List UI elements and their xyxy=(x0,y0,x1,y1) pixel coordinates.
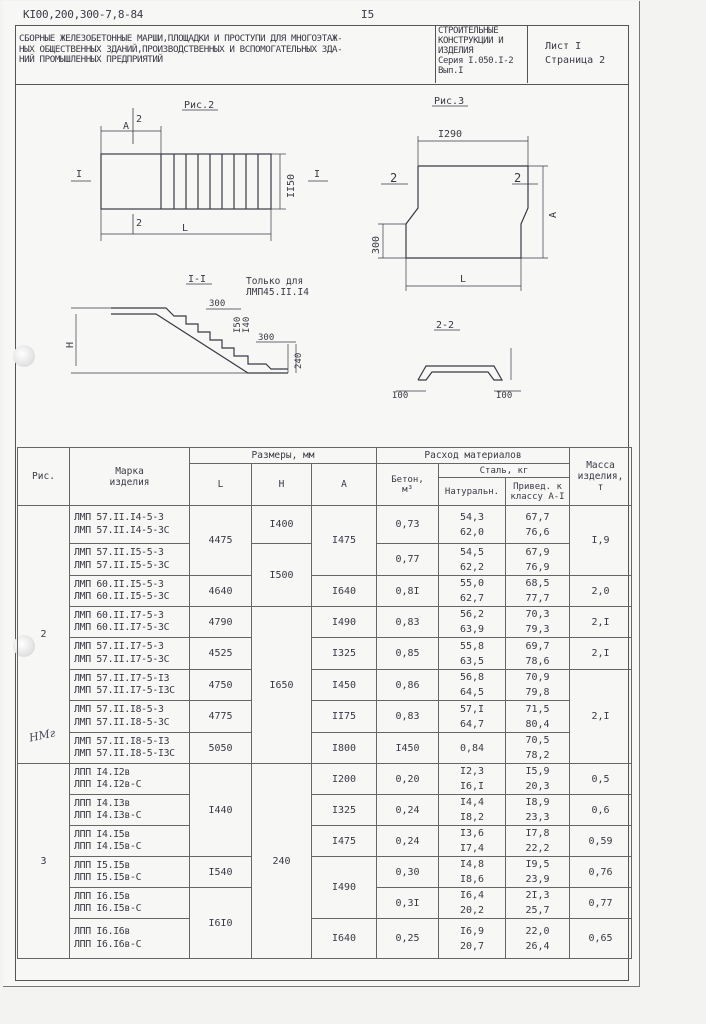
a-cell: I325 xyxy=(312,795,377,826)
mark-cell: ЛМП 57.II.I8-5-3 ЛМП 57.II.I8-5-3С xyxy=(70,701,190,733)
mark-cell: ЛПП I4.I2в ЛПП I4.I2в-С xyxy=(70,764,190,795)
mark-cell: ЛПП I4.I5в ЛПП I4.I5в-С xyxy=(70,826,190,857)
steel-natural-cell: 55,0 62,7 xyxy=(439,576,506,607)
h-cell: I800 xyxy=(312,733,377,764)
steel-reduced-cell: 67,9 76,9 xyxy=(506,544,570,576)
mark-cell: ЛПП I5.I5в ЛПП I5.I5в-С xyxy=(70,857,190,888)
mass-cell: 2,I xyxy=(570,670,632,764)
section-2-2-title: 2-2 xyxy=(436,320,455,331)
concrete-cell: 0,30 xyxy=(377,857,439,888)
table-row xyxy=(18,733,632,764)
l-cell: I6I0 xyxy=(190,888,252,959)
mark-cell: ЛМП 57.II.I7-5-I3 ЛМП 57.II.I7-5-I3С xyxy=(70,670,190,701)
col-header-fig: Рис. xyxy=(18,448,70,506)
concrete-cell: 0,84 xyxy=(439,733,506,764)
l-cell: I440 xyxy=(190,764,252,857)
steel-reduced-cell: 70,9 79,8 xyxy=(506,670,570,701)
a-cell: I640 xyxy=(312,576,377,607)
a-cell: I490 xyxy=(312,607,377,638)
steel-natural-cell: I4,8 I8,6 xyxy=(439,857,506,888)
a-cell: I475 xyxy=(312,826,377,857)
a-cell: I200 xyxy=(312,764,377,795)
col-header-mark: Марка изделия xyxy=(70,448,190,506)
steel-reduced-cell: 69,7 78,6 xyxy=(506,638,570,670)
a-cell: I450 xyxy=(312,670,377,701)
title-block-series: СТРОИТЕЛЬНЫЕ КОНСТРУКЦИИ И ИЗДЕЛИЯ Серия I.050.I-2 Вып.I xyxy=(438,26,514,76)
a-cell: I640 xyxy=(312,919,377,959)
steel-reduced-cell: I8,9 23,3 xyxy=(506,795,570,826)
mass-cell: 0,65 xyxy=(570,919,632,959)
table-row xyxy=(18,857,632,888)
fig-cell: 3 xyxy=(18,764,70,959)
a-cell: I475 xyxy=(312,506,377,576)
steel-reduced-cell: 68,5 77,7 xyxy=(506,576,570,607)
l-cell: 4475 xyxy=(190,506,252,576)
steel-reduced-cell: 22,0 26,4 xyxy=(506,919,570,959)
steel-natural-cell: 55,8 63,5 xyxy=(439,638,506,670)
concrete-cell: 0,3I xyxy=(377,888,439,919)
table-row xyxy=(18,826,632,857)
table-row xyxy=(18,764,632,795)
dim-a-label: A xyxy=(123,121,130,132)
section-mark-2-top: 2 xyxy=(136,114,143,125)
title-block-sheet: Лист I Страница 2 xyxy=(545,41,606,66)
concrete-cell: 0,83 xyxy=(377,607,439,638)
mark-cell: ЛПП I6.I5в ЛПП I6.I5в-С xyxy=(70,888,190,919)
steel-natural-cell: I6,4 20,2 xyxy=(439,888,506,919)
steel-reduced-cell: 71,5 80,4 xyxy=(506,701,570,733)
col-header-l: L xyxy=(190,464,252,506)
mass-cell: 0,6 xyxy=(570,795,632,826)
steel-natural-cell: I4,4 I8,2 xyxy=(439,795,506,826)
mark-cell: ЛМП 57.II.I4-5-3 ЛМП 57.II.I4-5-3С xyxy=(70,506,190,544)
table-row xyxy=(18,506,632,544)
dim-l-label: L xyxy=(182,223,189,234)
l-cell: I540 xyxy=(190,857,252,888)
l-cell: 4640 xyxy=(190,576,252,607)
mass-cell: 2,0 xyxy=(570,576,632,607)
section-mark-1-right: I xyxy=(314,169,321,180)
table-row xyxy=(18,670,632,701)
l-cell: 4775 xyxy=(190,701,252,733)
table-row xyxy=(18,576,632,607)
col-header-a: A xyxy=(312,464,377,506)
section-mark-1-left: I xyxy=(76,169,83,180)
mark-cell: ЛМП 57.II.I7-5-3 ЛМП 57.II.I7-5-3С xyxy=(70,638,190,670)
h-cell: 240 xyxy=(252,764,312,959)
document-sheet xyxy=(3,1,640,987)
concrete-cell: 0,73 xyxy=(377,506,439,544)
dim-a-label: A xyxy=(548,211,559,218)
dim-240: 240 xyxy=(294,352,304,369)
title-divider xyxy=(527,25,528,83)
dim-100-right: I00 xyxy=(496,391,513,401)
col-header-steel-reduced: Привед. к классу А-I xyxy=(506,478,570,506)
mark-cell: ЛМП 60.II.I5-5-3 ЛМП 60.II.I5-5-3С xyxy=(70,576,190,607)
table-row xyxy=(18,795,632,826)
mass-cell: 0,77 xyxy=(570,888,632,919)
dim-150: I50 xyxy=(233,316,243,333)
mass-cell: 0,59 xyxy=(570,826,632,857)
concrete-cell: 0,24 xyxy=(377,795,439,826)
concrete-cell: 0,8I xyxy=(377,576,439,607)
concrete-cell: 0,85 xyxy=(377,638,439,670)
steel-natural-cell: 56,2 63,9 xyxy=(439,607,506,638)
h-cell: I650 xyxy=(252,607,312,764)
steel-reduced-cell: I7,8 22,2 xyxy=(506,826,570,857)
steel-natural-cell: I3,6 I7,4 xyxy=(439,826,506,857)
col-header-steel: Сталь, кг xyxy=(439,464,570,478)
section-2-2-profile xyxy=(396,348,521,391)
dim-l-label: L xyxy=(460,274,467,285)
l-cell: 4750 xyxy=(190,670,252,701)
a-cell: I450 xyxy=(377,733,439,764)
section-1-1-title: I-I xyxy=(188,274,207,285)
table-row xyxy=(18,919,632,959)
mark-cell: ЛМП 57.II.I8-5-I3 ЛМП 57.II.I8-5-I3С xyxy=(70,733,190,764)
mark-cell: ЛПП I4.I3в ЛПП I4.I3в-С xyxy=(70,795,190,826)
dim-100-left: I00 xyxy=(392,391,409,401)
steel-reduced-cell: 67,7 76,6 xyxy=(506,506,570,544)
handwritten-note: НМг xyxy=(27,726,57,745)
table-row xyxy=(18,701,632,733)
steel-natural-cell: 56,8 64,5 xyxy=(439,670,506,701)
col-header-materials: Расход материалов xyxy=(377,448,570,464)
steel-reduced-cell: I5,9 20,3 xyxy=(506,764,570,795)
title-block-title: СБОРНЫЕ ЖЕЛЕЗОБЕТОННЫЕ МАРШИ,ПЛОЩАДКИ И ПРОСТУПИ ДЛЯ МНОГОЭТАЖ- НЫХ ОБЩЕСТВЕННЫХ ЗДАНИЙ,ПРОИЗВОДСТВЕННЫХ И ВСПОМОГАТЕЛЬНЫХ ЗДА- НИЙ ПРОМЫШЛЕННЫХ ПРЕДПРИЯТИЙ xyxy=(19,33,343,65)
l-cell: 4790 xyxy=(190,607,252,638)
l-cell: 4525 xyxy=(190,638,252,670)
fig3-title: Рис.3 xyxy=(434,96,465,107)
steel-natural-cell: 57,I 64,7 xyxy=(439,701,506,733)
a-cell: I490 xyxy=(312,857,377,919)
col-header-concrete: Бетон, м³ xyxy=(377,464,439,506)
section-mark-2-bottom: 2 xyxy=(136,218,143,229)
mark-cell: ЛМП 57.II.I5-5-3 ЛМП 57.II.I5-5-3С xyxy=(70,544,190,576)
concrete-cell: 0,24 xyxy=(377,826,439,857)
concrete-cell: 0,25 xyxy=(377,919,439,959)
dim-140: I40 xyxy=(242,316,252,333)
concrete-cell: 0,77 xyxy=(377,544,439,576)
steel-reduced-cell: 2I,3 25,7 xyxy=(506,888,570,919)
steel-natural-cell: I6,9 20,7 xyxy=(439,919,506,959)
concrete-cell: 0,20 xyxy=(377,764,439,795)
col-header-mass: Масса изделия, т xyxy=(570,448,632,506)
steel-natural-cell: 70,5 78,2 xyxy=(506,733,570,764)
steel-natural-cell: 54,5 62,2 xyxy=(439,544,506,576)
h-cell: I500 xyxy=(252,544,312,607)
steel-reduced-cell: 70,3 79,3 xyxy=(506,607,570,638)
concrete-cell: 0,83 xyxy=(377,701,439,733)
dim-300: 300 xyxy=(371,235,382,254)
col-header-sizes: Размеры, мм xyxy=(190,448,377,464)
fig3-plan xyxy=(378,136,548,291)
drawing-note: Только для ЛМП45.II.I4 xyxy=(246,276,309,298)
col-header-steel-natural: Натуральн. xyxy=(439,478,506,506)
table-row xyxy=(18,638,632,670)
concrete-cell: 0,86 xyxy=(377,670,439,701)
technical-drawing xyxy=(16,86,628,446)
dim-300-upper: 300 xyxy=(209,299,226,309)
mass-cell: 0,5 xyxy=(570,764,632,795)
a-cell: II75 xyxy=(312,701,377,733)
dim-1290: I290 xyxy=(438,129,463,140)
specification-table xyxy=(17,447,632,959)
steel-natural-cell: 54,3 62,0 xyxy=(439,506,506,544)
dim-300-lower: 300 xyxy=(258,333,275,343)
l-cell: 5050 xyxy=(190,733,252,764)
table-row xyxy=(18,607,632,638)
mark-cell: ЛПП I6.I6в ЛПП I6.I6в-С xyxy=(70,919,190,959)
mass-cell: 2,I xyxy=(570,607,632,638)
fig-cell: 2 xyxy=(18,506,70,764)
title-divider xyxy=(435,25,436,83)
a-cell: I325 xyxy=(312,638,377,670)
mass-cell: I,9 xyxy=(570,506,632,576)
dim-h-label: H xyxy=(65,341,76,348)
title-block xyxy=(15,25,629,85)
section-mark-2-left: 2 xyxy=(390,171,398,185)
h-cell: I400 xyxy=(252,506,312,544)
document-code: КI00,200,300-7,8-84 xyxy=(23,8,144,21)
mass-cell: 2,I xyxy=(570,638,632,670)
mass-cell: 0,76 xyxy=(570,857,632,888)
steel-natural-cell: I2,3 I6,I xyxy=(439,764,506,795)
mark-cell: ЛМП 60.II.I7-5-3 ЛМП 60.II.I7-5-3С xyxy=(70,607,190,638)
steel-reduced-cell: I9,5 23,9 xyxy=(506,857,570,888)
col-header-h: H xyxy=(252,464,312,506)
binder-hole xyxy=(13,345,35,367)
section-mark-2-right: 2 xyxy=(514,171,522,185)
page-number: I5 xyxy=(361,8,375,21)
fig2-title: Рис.2 xyxy=(184,100,215,111)
dim-1150: II50 xyxy=(286,173,297,198)
